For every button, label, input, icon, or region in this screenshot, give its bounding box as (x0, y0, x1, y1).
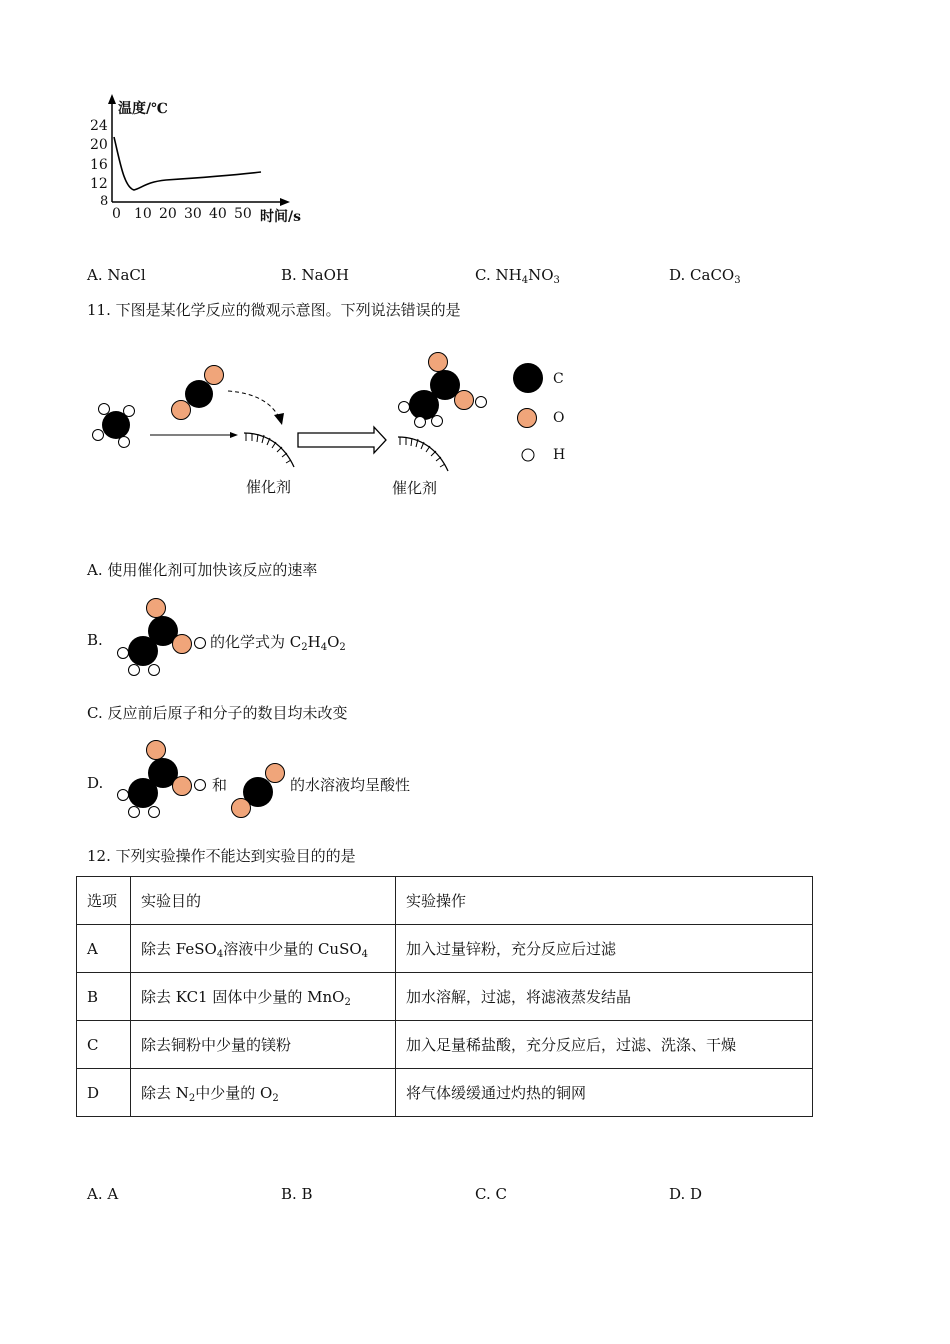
q11-option-b-text: 的化学式为 $C_2H_4O_2$ (210, 633, 346, 653)
q11-option-d-text: 的水溶液均呈酸性 (290, 776, 411, 794)
catalyst-label: 催化剂 (246, 478, 292, 496)
table-header-row: 选项 实验目的 实验操作 (77, 877, 813, 925)
catalyst-label: 催化剂 (392, 479, 438, 497)
q10-option-b[interactable]: B. NaOH (281, 266, 350, 284)
q11-option-a[interactable]: A. 使用催化剂可加快该反应的速率 (87, 561, 318, 579)
q10-option-a[interactable]: A. NaCl (87, 266, 146, 284)
q11-option-b[interactable]: B. (87, 631, 103, 649)
q12-answer-c[interactable]: C. C (475, 1185, 507, 1203)
table-row: B 除去 KC1 固体中少量的 MnO$_2$ 加水溶解，过滤，将滤液蒸发结晶 (77, 973, 813, 1021)
q12-answer-b[interactable]: B. B (281, 1185, 313, 1203)
graph-xtick: 40 (209, 206, 227, 222)
acetic-acid-molecule-icon (112, 738, 208, 820)
graph-xtick: 10 (134, 206, 152, 222)
temperature-time-graph (86, 92, 326, 232)
graph-xtick: 30 (184, 206, 202, 222)
graph-ytick: 16 (90, 157, 108, 173)
graph-xtick: 0 (112, 206, 121, 222)
legend-o: O (553, 410, 565, 426)
legend-h: H (553, 447, 566, 463)
graph-ytick: 20 (90, 137, 108, 153)
graph-ylabel: 温度/℃ (118, 101, 168, 117)
q10-option-d[interactable]: D. CaCO$_3$ (669, 266, 741, 286)
legend-c: C (553, 371, 564, 387)
graph-xtick: 50 (234, 206, 252, 222)
graph-xlabel: 时间/s (260, 209, 301, 225)
q12-answer-a[interactable]: A. A (87, 1185, 119, 1203)
q11-option-c[interactable]: C. 反应前后原子和分子的数目均未改变 (87, 704, 348, 722)
q12-stem: 12. 下列实验操作不能达到实验目的的是 (87, 847, 356, 865)
graph-ytick: 8 (100, 194, 109, 209)
q11-option-d[interactable]: D. (87, 774, 104, 792)
graph-ytick: 24 (90, 118, 108, 134)
graph-ytick: 12 (90, 176, 108, 192)
q12-answer-d[interactable]: D. D (669, 1185, 703, 1203)
q11-stem: 11. 下图是某化学反应的微观示意图。下列说法错误的是 (87, 301, 461, 319)
table-row: C 除去铜粉中少量的镁粉 加入足量稀盐酸，充分反应后，过滤、洗涤、干燥 (77, 1021, 813, 1069)
table-row: D 除去 $N_2$中少量的 $O_2$ 将气体缓缓通过灼热的铜网 (77, 1069, 813, 1117)
experiment-table (76, 876, 813, 1117)
q10-option-c[interactable]: C. $NH_4NO_3$ (475, 266, 560, 286)
acetic-acid-molecule-icon (112, 596, 208, 678)
co2-molecule-icon (228, 762, 290, 820)
q11-option-d-and: 和 (212, 776, 228, 794)
table-row: A 除去 FeSO$_4$溶液中少量的 CuSO$_4$ 加入过量锌粉，充分反应后过滤 (77, 925, 813, 973)
graph-xtick: 20 (159, 206, 177, 222)
reaction-diagram (86, 345, 586, 505)
